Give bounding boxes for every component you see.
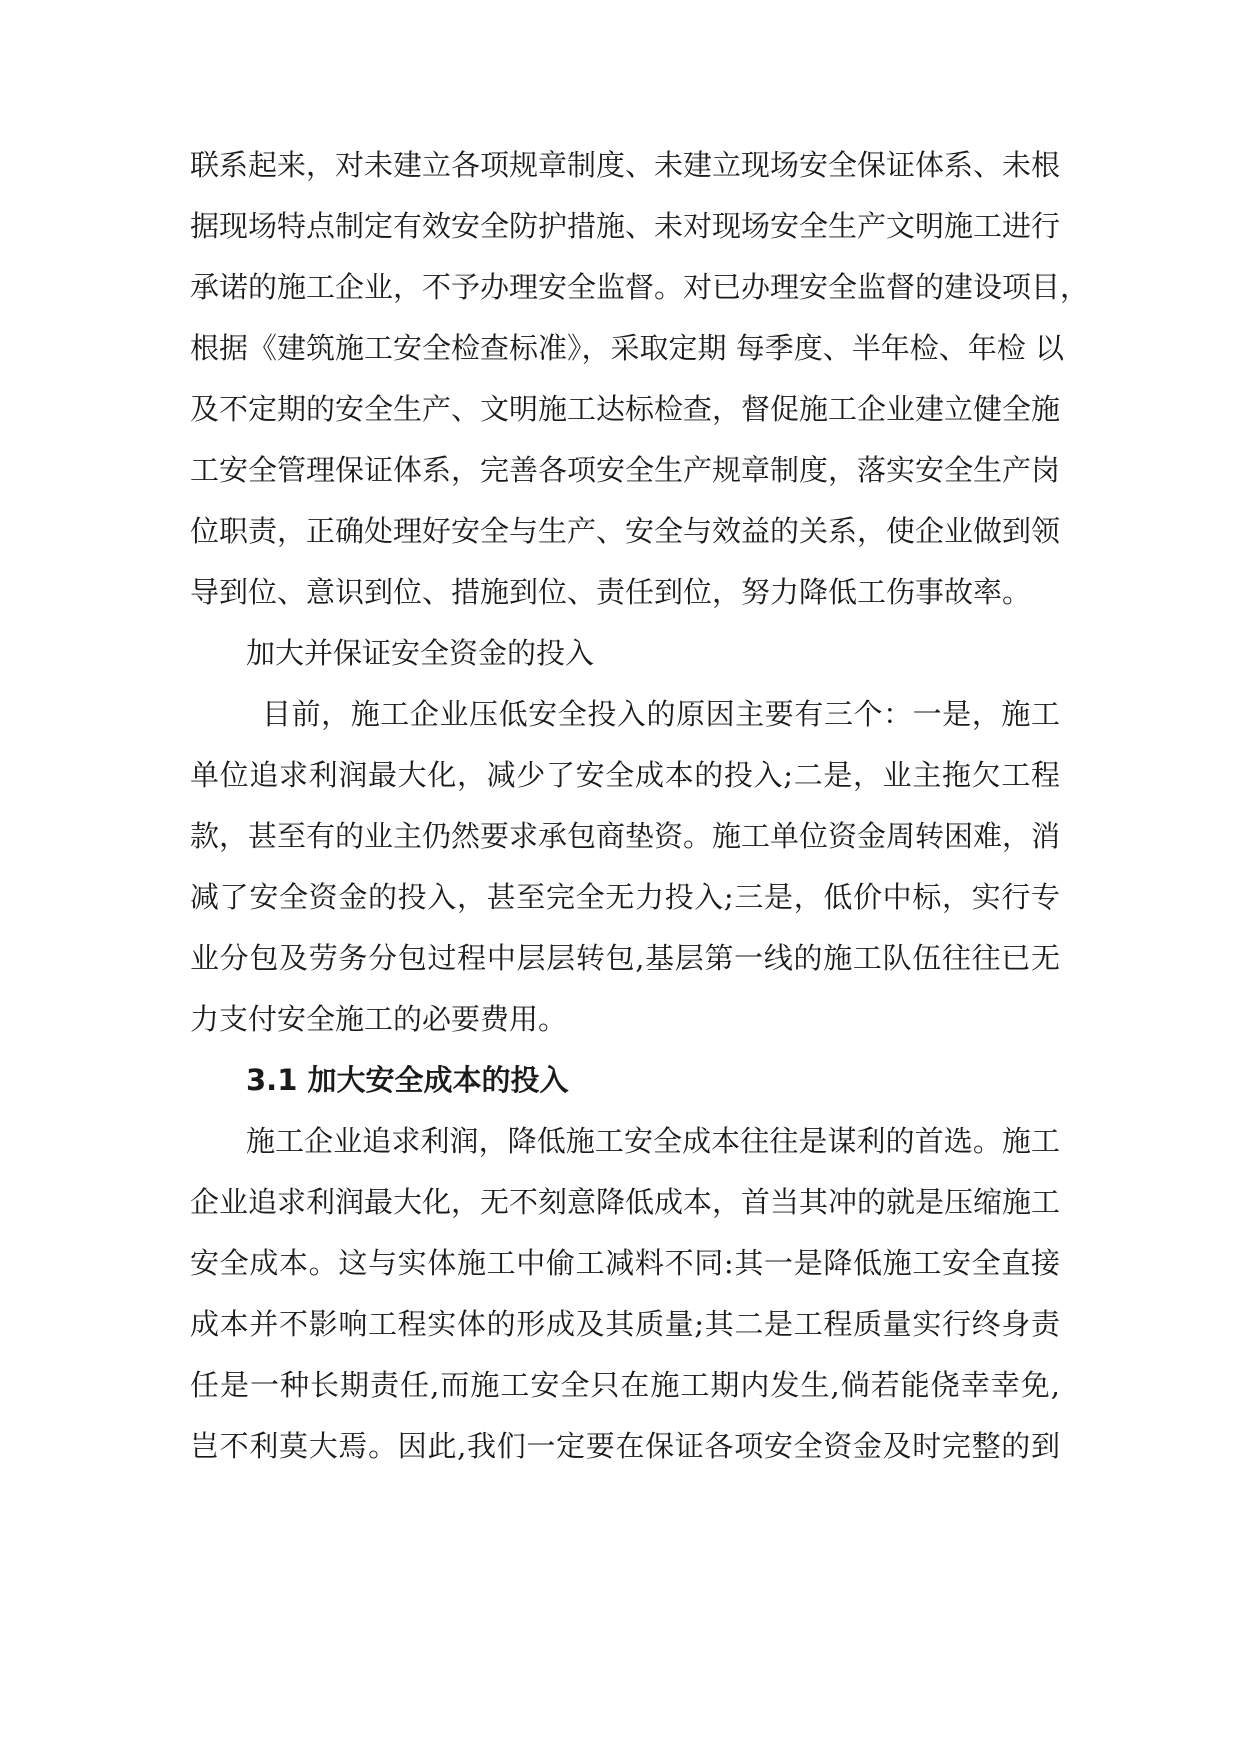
- body-line: 位职责，正确处理好安全与生产、安全与效益的关系，使企业做到领: [190, 514, 1061, 548]
- body-line: 施工企业追求利润，降低施工安全成本往往是谋利的首选。施工: [246, 1124, 1060, 1158]
- body-line: 导到位、意识到位、措施到位、责任到位，努力降低工伤事故率。: [190, 575, 1032, 609]
- body-line: 款，甚至有的业主仍然要求承包商垫资。施工单位资金周转困难，消: [190, 819, 1061, 853]
- section-heading: 3.1 加大安全成本的投入: [246, 1063, 569, 1097]
- body-line: 岂不利莫大焉。因此,我们一定要在保证各项安全资金及时完整的到: [190, 1429, 1060, 1463]
- body-line: 工安全管理保证体系，完善各项安全生产规章制度，落实安全生产岗: [190, 453, 1061, 487]
- body-line: 任是一种长期责任,而施工安全只在施工期内发生,倘若能侥幸幸免,: [190, 1368, 1060, 1402]
- body-line: 及不定期的安全生产、文明施工达标检查，督促施工企业建立健全施: [190, 392, 1061, 426]
- body-line: 企业追求利润最大化，无不刻意降低成本，首当其冲的就是压缩施工: [190, 1185, 1061, 1219]
- body-line: 目前，施工企业压低安全投入的原因主要有三个：一是，施工: [262, 697, 1060, 731]
- section-subtitle: 加大并保证安全资金的投入: [246, 636, 595, 670]
- body-line: 减了安全资金的投入，甚至完全无力投入;三是，低价中标，实行专: [190, 880, 1060, 914]
- body-line: 据现场特点制定有效安全防护措施、未对现场安全生产文明施工进行: [190, 209, 1061, 243]
- body-line: 成本并不影响工程实体的形成及其质量;其二是工程质量实行终身责: [190, 1307, 1060, 1341]
- body-line: 承诺的施工企业，不予办理安全监督。对已办理安全监督的建设项目，: [190, 270, 1090, 304]
- body-line: 根据《建筑施工安全检查标准》，采取定期 每季度、半年检、年检 以: [190, 331, 1064, 365]
- body-line: 单位追求利润最大化，减少了安全成本的投入;二是，业主拖欠工程: [190, 758, 1060, 792]
- body-line: 力支付安全施工的必要费用。: [190, 1002, 568, 1036]
- body-line: 安全成本。这与实体施工中偷工减料不同:其一是降低施工安全直接: [190, 1246, 1060, 1280]
- body-line: 业分包及劳务分包过程中层层转包,基层第一线的施工队伍往往已无: [190, 941, 1060, 975]
- body-line: 联系起来，对未建立各项规章制度、未建立现场安全保证体系、未根: [190, 148, 1061, 182]
